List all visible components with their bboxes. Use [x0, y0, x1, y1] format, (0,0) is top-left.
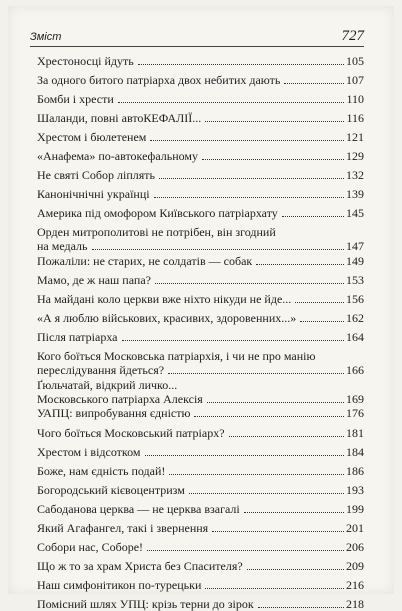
toc-entry	[37, 378, 364, 406]
toc-entry	[37, 92, 364, 106]
toc-entry	[37, 149, 364, 163]
toc-entry	[37, 206, 364, 220]
dot-leader	[138, 64, 344, 65]
toc-entry	[37, 502, 364, 516]
dot-leader	[159, 178, 344, 179]
entry-title: Хрестом і відсотком	[37, 445, 141, 459]
dot-leader	[284, 83, 344, 84]
entry-title: Канонічнічні українці	[37, 187, 150, 201]
entry-title-continued: Московського патріарха Алексія	[37, 392, 203, 406]
dot-leader	[229, 436, 344, 437]
entry-page-number: 184	[346, 445, 364, 459]
dot-leader	[145, 455, 344, 456]
entry-page-number: 121	[346, 130, 364, 144]
entry-title: Кого боїться Московська патріархія, і чи не про манію	[37, 349, 316, 363]
toc-entry	[37, 464, 364, 478]
entry-title: Ґюльчатай, відкрий личко...	[37, 378, 178, 392]
section-title: Зміст	[30, 31, 62, 43]
dot-leader	[256, 264, 344, 265]
toc-entry	[37, 406, 364, 420]
entry-page-number: 156	[346, 292, 364, 306]
dot-leader	[155, 283, 344, 284]
entry-page-number: 201	[346, 521, 364, 535]
entry-title: Собори нас, Соборе!	[37, 540, 144, 554]
entry-title: Хрестоносці йдуть	[37, 54, 134, 68]
entry-page-number: 164	[346, 330, 364, 344]
entry-page-number: 199	[346, 502, 364, 516]
entry-page-number: 149	[346, 254, 364, 268]
entry-title: Хрестом і бюлетенем	[37, 130, 147, 144]
entry-page-number: 116	[346, 111, 364, 125]
dot-leader	[244, 512, 344, 513]
dot-leader	[147, 550, 344, 551]
dot-leader	[118, 102, 345, 103]
entry-page-number: 132	[346, 168, 364, 182]
toc-entry	[37, 225, 364, 253]
dot-leader	[207, 402, 344, 403]
entry-page-number: 162	[346, 311, 364, 325]
dot-leader	[122, 340, 345, 341]
toc-entry	[37, 130, 364, 144]
entry-title: Пожаліли: не старих, не солдатів — собак	[37, 254, 253, 268]
entry-page-number: 193	[346, 483, 364, 497]
dot-leader	[258, 607, 344, 608]
entry-title: Богородський кієвоцентризм	[37, 483, 185, 497]
entry-page-number: 129	[346, 149, 364, 163]
entry-page-number: 186	[346, 464, 364, 478]
dot-leader	[150, 140, 344, 141]
toc-entry	[37, 540, 364, 554]
toc-entry	[37, 426, 364, 440]
dot-leader	[300, 321, 344, 322]
entry-title: Чого боїться Московський патріарх?	[37, 426, 225, 440]
toc-entry	[37, 330, 364, 344]
entry-title: Шаланди, повні автоКЕФАЛІЇ...	[37, 111, 202, 125]
dot-leader	[169, 474, 344, 475]
page-number: 727	[341, 28, 364, 44]
dot-leader	[205, 588, 344, 589]
book-page	[8, 6, 394, 611]
toc-entry	[37, 168, 364, 182]
entry-title: «А я люблю військових, красивих, здоровенних...»	[37, 311, 297, 325]
entry-title: Не святі Собор ліплять	[37, 168, 156, 182]
entry-page-number: 206	[346, 540, 364, 554]
dot-leader	[282, 216, 344, 217]
entry-title-continued: на медаль	[37, 239, 88, 253]
entry-page-number: 110	[346, 92, 364, 106]
entry-title: Після патріарха	[37, 330, 118, 344]
dot-leader	[168, 373, 344, 374]
entry-page-number: 169	[346, 392, 364, 406]
entry-title: Мамо, де ж наш папа?	[37, 273, 151, 287]
entry-page-number: 181	[346, 426, 364, 440]
entry-title: Який Агафангел, такі і звернення	[37, 521, 209, 535]
entry-page-number: 153	[346, 273, 364, 287]
entry-title: «Анафема» по-автокефальному	[37, 149, 199, 163]
entry-title: Що ж то за храм Христа без Спасителя?	[37, 559, 243, 573]
entry-title: УАПЦ: випробування єдністю	[37, 406, 191, 420]
toc-entry	[37, 521, 364, 535]
toc-entry	[37, 73, 364, 87]
toc-entry	[37, 273, 364, 287]
toc-entry	[37, 111, 364, 125]
toc-entry	[37, 559, 364, 573]
toc-entry	[37, 597, 364, 611]
entry-page-number: 176	[346, 406, 364, 420]
entry-page-number: 209	[346, 559, 364, 573]
entry-page-number: 147	[346, 239, 364, 253]
entry-page-number: 139	[346, 187, 364, 201]
toc-entry	[37, 311, 364, 325]
toc-entry	[37, 578, 364, 592]
toc-entry	[37, 445, 364, 459]
dot-leader	[295, 302, 344, 303]
dot-leader	[205, 121, 344, 122]
dot-leader	[92, 249, 344, 250]
entry-title-continued: переслідування йдеться?	[37, 363, 165, 377]
entry-title: Орден митрополитові не потрібен, він згодний	[37, 225, 276, 239]
entry-title: На майдані коло церкви вже ніхто нікуди не йде...	[37, 292, 292, 306]
entry-title: Америка під омофором Київського патріархату	[37, 206, 278, 220]
dot-leader	[194, 416, 344, 417]
entry-title: Сабоданова церква — не церква взагалі	[37, 502, 240, 516]
toc-entry	[37, 292, 364, 306]
toc-entry	[37, 54, 364, 68]
entry-page-number: 218	[346, 597, 364, 611]
entry-page-number: 145	[346, 206, 364, 220]
dot-leader	[202, 159, 344, 160]
entry-title: Бомби і хрести	[37, 92, 114, 106]
toc-entry	[37, 187, 364, 201]
dot-leader	[247, 569, 344, 570]
entry-page-number: 107	[346, 73, 364, 87]
entry-title: Наш симфонітикон по-турецьки	[37, 578, 202, 592]
entry-page-number: 216	[346, 578, 364, 592]
dot-leader	[212, 531, 344, 532]
toc-entry	[37, 254, 364, 268]
toc-entry	[37, 483, 364, 497]
dot-leader	[154, 197, 344, 198]
entry-title: За одного битого патріарха двох небитих дають	[37, 73, 281, 87]
running-head	[30, 26, 364, 47]
dot-leader	[189, 493, 344, 494]
toc-entry	[37, 349, 364, 377]
entry-page-number: 105	[346, 54, 364, 68]
entry-title: Помісний шлях УПЦ: крізь терни до зірок	[37, 597, 254, 611]
entry-title: Боже, нам єдність подай!	[37, 464, 166, 478]
entry-page-number: 166	[346, 363, 364, 377]
